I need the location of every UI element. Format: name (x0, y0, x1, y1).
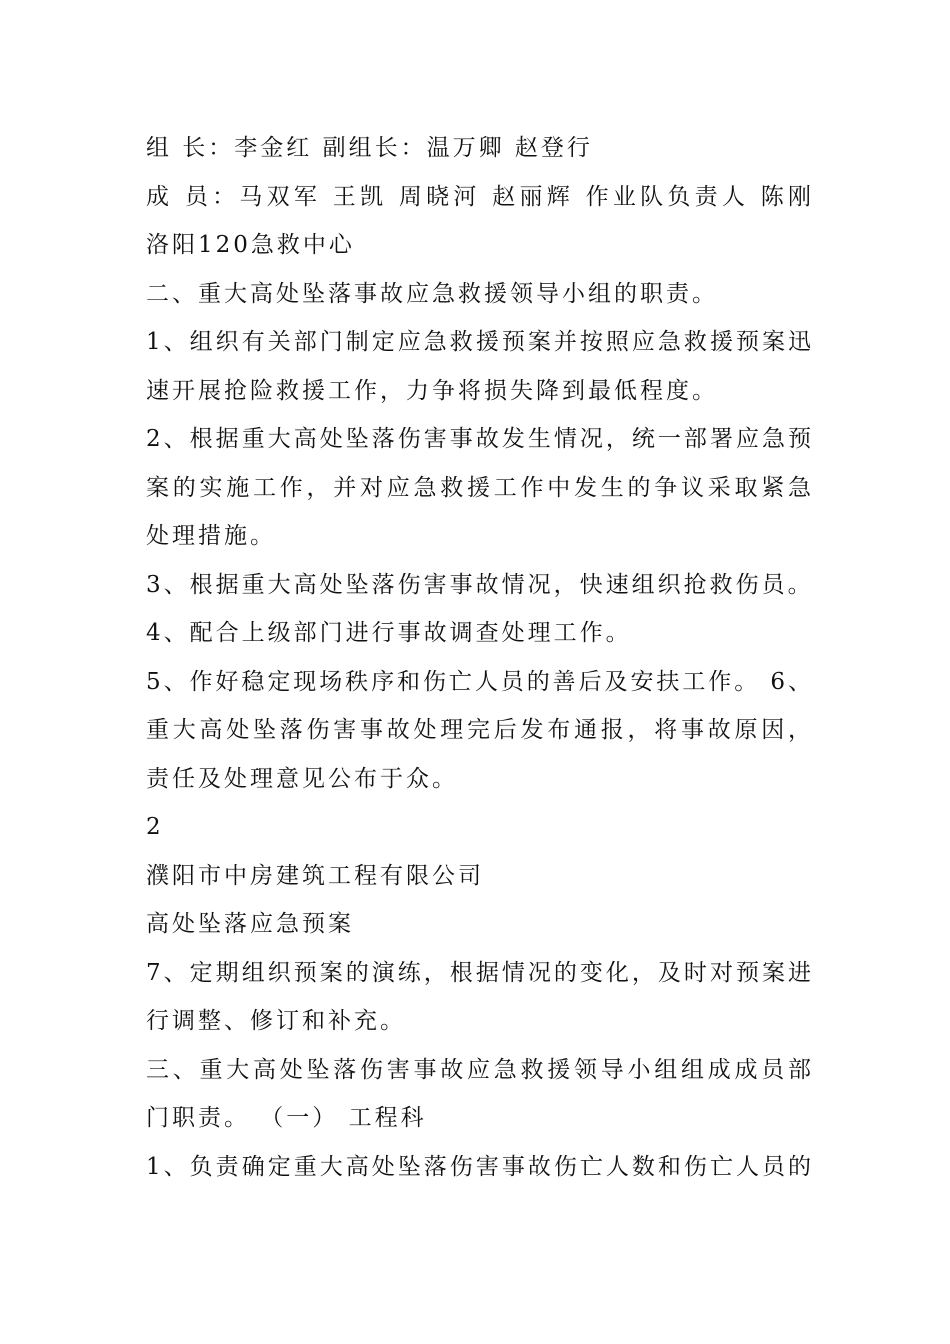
duty-2-line-1: 2、根据重大高处坠落伤害事故发生情况，统一部署应急预 (146, 426, 811, 452)
section-heading-3-line-1: 三、重大高处坠落伤害事故应急救援领导小组组成成员部 (146, 1056, 811, 1083)
document-title: 高处坠落应急预案 (146, 911, 354, 937)
team-leader-line: 组 长：李金红 副组长：温万卿 赵登行 (146, 135, 593, 161)
duty-1-line-2: 速开展抢险救援工作，力争将损失降到最低程度。 (146, 377, 718, 404)
duty-6-line-2: 责任及处理意见公布于众。 (146, 765, 458, 792)
duty-2-line-3: 处理措施。 (146, 523, 276, 549)
section-heading-2: 二、重大高处坠落事故应急救援领导小组的职责。 (146, 280, 718, 307)
section-heading-3-line-2: 门职责。 （一） 工程科 (146, 1105, 427, 1131)
duty-4-line: 4、配合上级部门进行事故调查处理工作。 (146, 620, 632, 646)
team-members-line: 成 员：马双军 王凯 周晓河 赵丽辉 作业队负责人 陈刚 (146, 183, 811, 210)
team-members-continued: 洛阳120急救中心 (146, 232, 355, 258)
duty-6-line-1: 重大高处坠落伤害事故处理完后发布通报，将事故原因， (146, 717, 811, 743)
duty-1-line-1: 1、组织有关部门制定应急救援预案并按照应急救援预案迅 (146, 329, 811, 355)
engineering-duty-1-line: 1、负责确定重大高处坠落伤害事故伤亡人数和伤亡人员的 (146, 1153, 811, 1180)
duty-2-line-2: 案的实施工作，并对应急救援工作中发生的争议采取紧急 (146, 474, 811, 501)
duty-5-line: 5、作好稳定现场秩序和伤亡人员的善后及安扶工作。 6、 (146, 668, 811, 695)
page-number: 2 (146, 814, 161, 840)
duty-3-line: 3、根据重大高处坠落伤害事故情况，快速组织抢救伤员。 (146, 571, 814, 598)
company-name: 濮阳市中房建筑工程有限公司 (146, 862, 484, 889)
document-body (146, 124, 814, 1191)
duty-7-line-1: 7、定期组织预案的演练，根据情况的变化，及时对预案进 (146, 959, 811, 986)
duty-7-line-2: 行调整、修订和补充。 (146, 1008, 406, 1034)
